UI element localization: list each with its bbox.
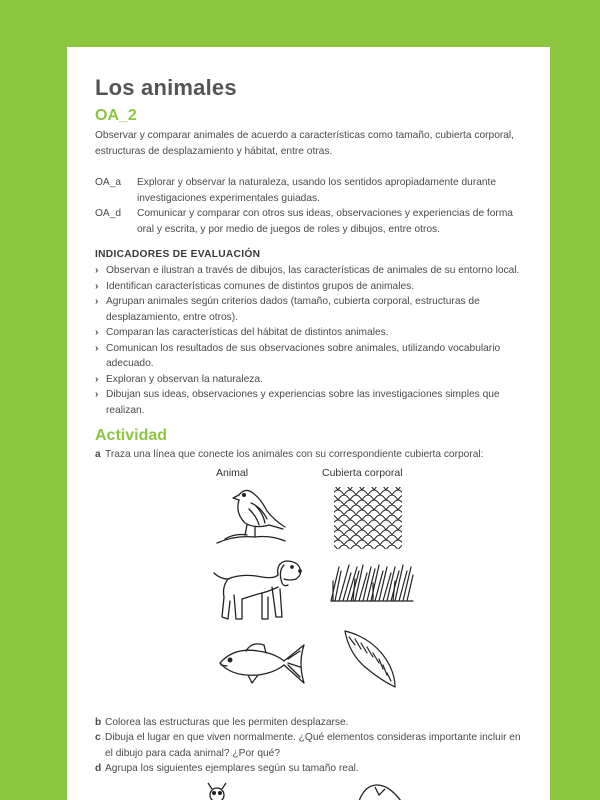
chevron-right-icon: › (95, 327, 99, 338)
dog-drawing (212, 557, 304, 625)
sub-objective-text: Explorar y observar la naturaleza, usando los sentidos apropiadamente durante investigaciones experimentales guiadas. (137, 177, 497, 204)
bird-drawing (215, 485, 287, 547)
feather-drawing (339, 627, 401, 689)
chevron-right-icon: › (95, 296, 99, 307)
indicator-item: › Exploran y observan la naturaleza. (95, 372, 535, 388)
question-text: Agrupa los siguientes ejemplares según su tamaño real. (105, 763, 359, 774)
question-text: Traza una línea que conecte los animales con su correspondiente cubierta corporal: (105, 449, 484, 460)
chevron-right-icon: › (95, 342, 99, 354)
chevron-right-icon: › (95, 389, 99, 400)
indicators-heading: INDICADORES DE EVALUACIÓN (95, 249, 261, 260)
indicator-item: › Agrupan animales según criterios dados (tamaño, cubierta corporal, estructuras de desplazamiento, entre otros). (95, 296, 480, 323)
column-label-cover: Cubierta corporal (322, 467, 403, 479)
sub-objective-text: Comunicar y comparar con otros sus ideas, observaciones y experiencias de forma oral y escrita, y por medio de juegos de roles y dibujos, entre otros. (137, 208, 513, 235)
objective-description: Observar y comparar animales de acuerdo a características como tamaño, cubierta corporal, estructuras de desplazamiento y hábitat, entre otras. (95, 130, 515, 157)
question-text: Colorea las estructuras que les permiten desplazarse. (105, 717, 349, 728)
question-text: Dibuja el lugar en que viven normalmente. ¿Qué elementos consideras importante incluir en el dibujo para cada animal? ¿Por qué? (105, 732, 521, 759)
sub-objective-code: OA_a (95, 177, 122, 188)
indicator-item: › Observan e ilustran a través de dibujos, las características de animales de su entorno local. (95, 263, 535, 279)
question-letter: b (95, 717, 102, 728)
chevron-right-icon: › (95, 373, 99, 385)
question-letter: c (95, 732, 101, 743)
animal-ears-drawing (355, 781, 405, 800)
indicator-item: › Comparan las características del hábitat de distintos animales. (95, 325, 535, 341)
sub-objective-code: OA_d (95, 208, 122, 219)
fish-drawing (218, 639, 308, 687)
column-label-animal: Animal (216, 467, 249, 479)
worksheet-page (67, 47, 550, 800)
insect-drawing (202, 781, 232, 800)
page-title: Los animales (95, 75, 237, 100)
objective-code: OA_2 (95, 107, 137, 124)
indicator-item: › Dibujan sus ideas, observaciones y experiencias sobre las investigaciones simples que realizan. (95, 389, 500, 416)
indicators-list (95, 263, 535, 418)
indicator-item: › Identifican características comunes de distintos grupos de animales. (95, 279, 535, 295)
chevron-right-icon: › (95, 265, 99, 276)
indicator-item: › Comunican los resultados de sus observaciones sobre animales, utilizando vocabulario adecuado. (95, 342, 501, 369)
fur-texture (329, 561, 415, 605)
question-letter: a (95, 449, 101, 460)
activity-heading: Actividad (95, 427, 168, 444)
question-letter: d (95, 763, 102, 774)
scales-texture (332, 485, 404, 551)
chevron-right-icon: › (95, 280, 99, 292)
